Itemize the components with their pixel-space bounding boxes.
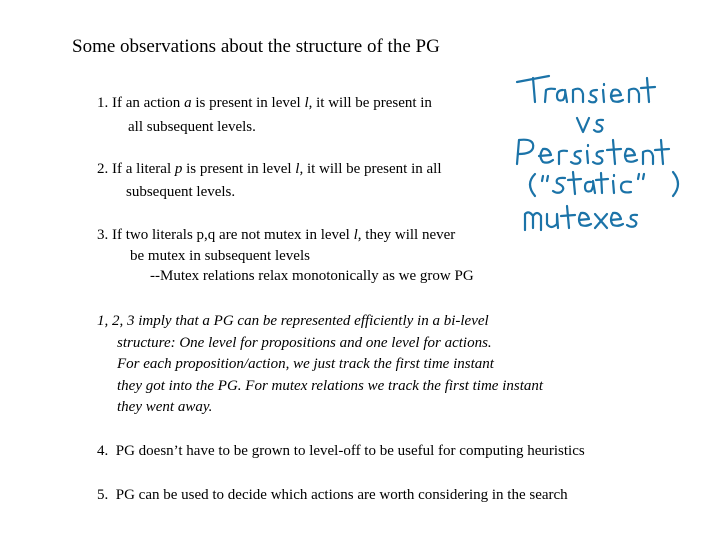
observation-2-text-c: it will be present in all [303,161,442,177]
implication-line-1: 1, 2, 3 imply that a PG can be represented efficiently in a bi-level [97,313,489,329]
handwritten-annotation [505,60,705,240]
observation-5 [97,488,568,503]
observation-5-text: PG can be used to decide which actions are worth considering in the search [115,487,568,503]
observation-3-text-b: , they will never [357,227,456,243]
handwritten-static [530,172,678,196]
observation-2-text-a: If a literal [112,161,175,177]
observation-1-text-b: is present in level [191,95,305,111]
handwritten-persistent [517,140,669,164]
observation-3-text-a: If two literals p,q are not mutex in level [112,227,354,243]
observation-2-line-2: subsequent levels. [126,184,236,200]
implication-line-4: they got into the PG. For mutex relations we track the first time instant [117,378,544,394]
implication-line-3: For each proposition/action, we just track the first time instant [117,356,494,372]
observation-4 [97,444,585,459]
observation-1-number: 1. [97,95,109,111]
observation-3-var-l: l [353,227,358,243]
observation-3-line-1 [97,228,455,243]
observation-4-number: 4. [97,443,109,459]
implication-line-5: they went away. [117,399,213,415]
handwritten-vs [577,118,603,132]
slide-title: Some observations about the structure of the PG [72,36,440,57]
observation-5-number: 5. [97,487,109,503]
observation-3-line-3: --Mutex relations relax monotonically as we grow PG [150,268,474,284]
handwritten-transient [517,76,655,102]
observation-2-var-p: p [174,161,183,177]
observation-1-line-2: all subsequent levels. [128,119,256,135]
observation-1-var-a: a [184,95,192,111]
observation-2-var-l: l, [295,161,304,177]
observation-3-number: 3. [97,227,109,243]
observation-3-line-2: be mutex in subsequent levels [130,248,310,264]
handwritten-mutexes [525,206,637,230]
observation-1-text-c: , it will be present in [308,95,432,111]
observation-2-number: 2. [97,161,109,177]
observation-1-text-a: If an action [112,95,185,111]
implication-line-2: structure: One level for propositions and one level for actions. [117,335,492,351]
observation-1-var-l: l [304,95,309,111]
observation-2-line-1 [97,162,442,177]
observation-2-text-b: is present in level [182,161,296,177]
observation-4-text: PG doesn’t have to be grown to level-off to be useful for computing heuristics [115,443,585,459]
observation-1-line-1 [97,96,432,111]
